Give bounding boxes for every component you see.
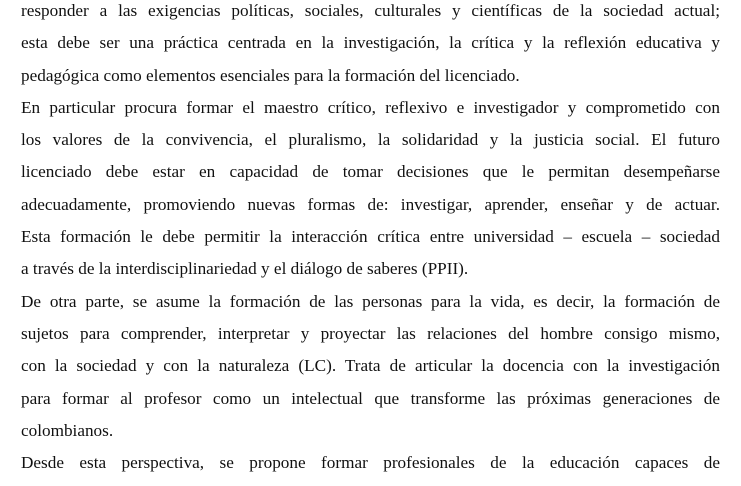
text-line: los valores de la convivencia, el pluralismo, la solidaridad y la justicia social. El futuro <box>21 130 720 150</box>
text-line: Esta formación le debe permitir la interacción crítica entre universidad – escuela – sociedad <box>21 227 720 247</box>
text-line: De otra parte, se asume la formación de las personas para la vida, es decir, la formación de <box>21 291 720 311</box>
paragraph <box>21 286 720 447</box>
paragraph <box>21 447 720 479</box>
paragraph <box>21 0 720 92</box>
text-line: pedagógica como elementos esenciales para la formación del licenciado. <box>21 65 520 85</box>
document-page <box>21 0 720 479</box>
text-line: adecuadamente, promoviendo nuevas formas de: investigar, aprender, enseñar y de actuar. <box>21 194 720 214</box>
text-line: para formar al profesor como un intelectual que transforme las próximas generaciones de <box>21 388 720 408</box>
text-line: con la sociedad y con la naturaleza (LC). Trata de articular la docencia con la investigación <box>21 356 720 376</box>
text-line: a través de la interdisciplinariedad y el diálogo de saberes (PPII). <box>21 259 469 279</box>
text-line: responder a las exigencias políticas, sociales, culturales y científicas de la sociedad actual; <box>21 1 720 20</box>
text-line: Desde esta perspectiva, se propone formar profesionales de la educación capaces de <box>21 453 720 473</box>
text-line: esta debe ser una práctica centrada en la investigación, la crítica y la reflexión educativa y <box>21 33 720 53</box>
text-line: sujetos para comprender, interpretar y proyectar las relaciones del hombre consigo mismo, <box>21 323 720 343</box>
text-line: colombianos. <box>21 420 114 440</box>
text-line: En particular procura formar el maestro crítico, reflexivo e investigador y comprometido con <box>21 97 720 117</box>
paragraph <box>21 92 720 286</box>
text-line: licenciado debe estar en capacidad de tomar decisiones que le permitan desempeñarse <box>21 162 720 182</box>
